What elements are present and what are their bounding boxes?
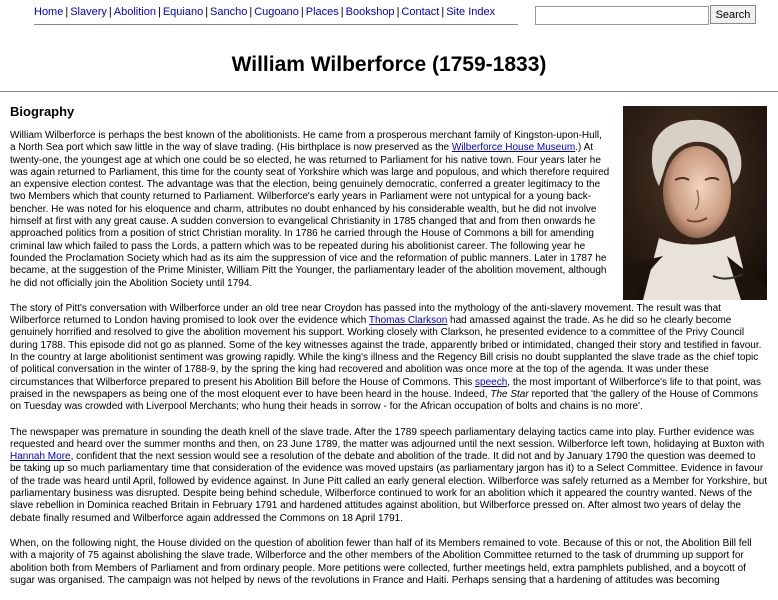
- paragraph-text: The story of Pitt's conversation with Wilberforce under an old tree near Croydon has passed into the mythology of the anti-slavery movement. The result was that Wilberforce returned to London having promised to look over the evidence which: [10, 302, 721, 327]
- nav-link-abolition[interactable]: Abolition: [113, 6, 156, 18]
- nav-link-equiano[interactable]: Equiano: [162, 6, 204, 18]
- paragraph-text: reported that 'the gallery of the House of Commons on Tuesday was crowded with Liverpool Merchants; who hung their heads in sorrow - for the African occupation of bolts and chains is no more'.: [10, 388, 758, 413]
- nav-separator: |: [300, 6, 304, 18]
- paragraph-text: .) At twenty-one, the youngest age at which one could be so elected, he was returned to Parliament for his native town. Four years later he was again returned to Parliament, this time for the county seat of Yorkshire which was large and populous, and which therefore required an expensive election contest. The advantage was that the election, being genuinely democratic, conferred a greater legitimacy to the two Members which that county returned to Parliament. Wilberforce's early years in Parliament were not untypical for a young back-bencher. He was noted for his eloquence and charm, attributes no doubt enhanced by his considerable wealth, but he did not involve himself at first with any great cause. A sudden conversion to evangelical Christianity in 1785 changed that and from then onwards he approached politics from a position of strict Christian morality. In 1786 he carried through the House of Commons a bill for amending criminal law which failed to pass the Lords, a pattern which was to be repeated during his abolitionist career. The following year he founded the Proclamation Society which had as its aim the suppression of vice and the reformation of public manners. Later in 1787 he became, at the suggestion of the Prime Minister, William Pitt the Younger, the parliamentary leader of the abolition movement, although he did not officially join the Abolition Society until 1794.: [10, 142, 610, 289]
- nav-separator: |: [396, 6, 400, 18]
- nav-separator: |: [108, 6, 112, 18]
- biography-paragraph: [10, 538, 768, 587]
- nav-link-site-index[interactable]: Site Index: [446, 6, 496, 18]
- nav-link-sancho[interactable]: Sancho: [210, 6, 248, 18]
- title-divider: [0, 91, 778, 92]
- paragraph-text: William Wilberforce is perhaps the best known of the abolitionists. He came from a prosperous merchant family of Kingston-upon-Hull, a North Sea port which saw little in the way of slave trading. (His birthplace is now preserved as the: [10, 130, 602, 154]
- paragraph-text: , the most important of Wilberforce's life to that point, was praised in the newspapers as being one of the most eloquent ever to have been heard in the house. Indeed,: [10, 376, 761, 400]
- nav-separator: |: [441, 6, 445, 18]
- link-wilberforce-house-museum[interactable]: Wilberforce House Museum: [451, 142, 576, 154]
- nav-link-bookshop[interactable]: Bookshop: [345, 6, 395, 18]
- paragraph-text: When, on the following night, the House divided on the question of abolition fewer than half of its Members remained to vote. Because of this or not, the Abolition Bill fell with a majority of 75 against abolishing the slave trade. Wilberforce and the other members of the Abolition Committee returned to the task of drumming up support for abolition both from Members of Parliament and from ordinary people. More petitions were collected, further meetings held, extra pamphlets published, and a boycott of sugar was organised. The campaign was not helped by news of the revolutions in France and Haiti. Perhaps sensing that a hardening of attitudes was becoming: [10, 537, 752, 586]
- biography-paragraph: [10, 130, 610, 290]
- search-button[interactable]: Search: [710, 5, 756, 24]
- paragraph-text: had amassed against the trade. As he did so he clearly become genuinely horrified and resolved to give the abolition movement his support. Working closely with Clarkson, he presented evidence to a committee of the Privy Council during 1788. This episode did not go as planned. Some of the key witnesses against the trade, apparently bribed or intimidated, changed their story and testified in favour. In the country at large abolitionist sentiment was growing rapidly. While the king's illness and the Regency Bill crisis no doubt supplanted the slave trade as the chief topic of political conversation in the winter of 1788-9, by the spring the king had recovered and abolition was once more at the top of the agenda. It was under these circumstances that Wilberforce prepared to present his Abolition Bill before the House of Commons. This: [10, 315, 762, 388]
- link-speech[interactable]: speech: [475, 376, 508, 388]
- paragraph-text: The newspaper was premature in sounding the death knell of the slave trade. After the 1789 speech parliamentary delaying tactics came into play. Further evidence was requested and heard over the summer months and then, on 23 June 1789, the matter was adjourned until the next session. Wilberforce left town, holidaying at Buxton with: [10, 426, 765, 450]
- search-input[interactable]: [535, 6, 709, 25]
- nav-link-cugoano[interactable]: Cugoano: [254, 6, 299, 18]
- nav-link-slavery[interactable]: Slavery: [70, 6, 107, 18]
- nav-separator: |: [340, 6, 344, 18]
- nav-separator: |: [249, 6, 253, 18]
- biography-content: [10, 130, 768, 600]
- link-thomas-clarkson[interactable]: Thomas Clarkson: [368, 315, 448, 327]
- top-navigation: [34, 4, 518, 25]
- nav-separator: |: [157, 6, 161, 18]
- nav-link-contact[interactable]: Contact: [401, 6, 440, 18]
- paragraph-text: , confident that the next session would see a resolution of the debate and abolition of the trade. It did not and by January 1790 the question was deemed to be taking up so much parliamentary time that consideration of the evidence was moved upstairs (as parliamentary jargon has it) to a Select Committee. Evidence in favour of the trade was heard until April, followed by evidence against. In June Pitt called an early general election. Wilberforce was safely returned as a Member for Yorkshire, but parliamentary business was disrupted. Despite being behind schedule, Wilberforce continued to work for an abolition which it appeared the country wanted. News of the slave rebellion in Dominica reached Britain in February 1791 and hardened attitudes against abolition, but Wilberforce pressed on. After almost two years of delay the debate finally resumed and Wilberforce again addressed the Commons on 18 April 1791.: [10, 451, 768, 524]
- nav-separator: |: [205, 6, 209, 18]
- newspaper-title: The Star: [490, 388, 529, 400]
- link-hannah-more[interactable]: Hannah More: [10, 451, 71, 463]
- nav-link-places[interactable]: Places: [305, 6, 339, 18]
- page-title: William Wilberforce (1759-1833): [231, 53, 547, 76]
- biography-paragraph: [10, 427, 768, 525]
- section-heading-biography: Biography: [10, 104, 75, 119]
- biography-paragraph: [10, 303, 768, 414]
- nav-link-home[interactable]: Home: [34, 6, 64, 18]
- nav-separator: |: [65, 6, 69, 18]
